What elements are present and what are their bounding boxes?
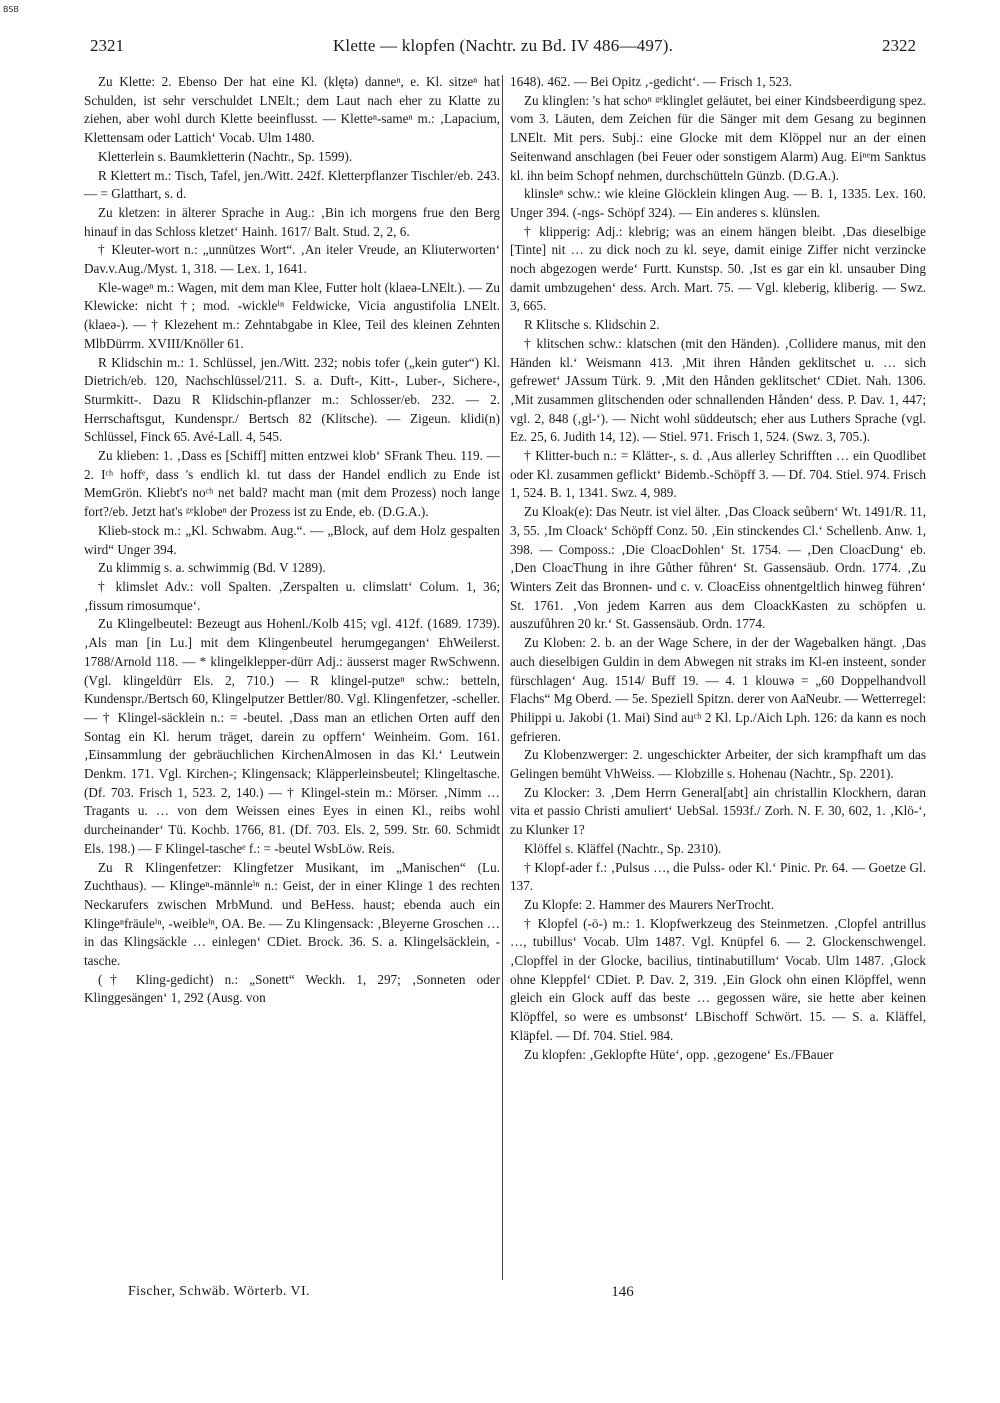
dictionary-entry: Zu kletzen: in älterer Sprache in Aug.: ‚Bin ich morgens frue den Berg hinauf in das Schloss kletzet‘ Hainh. 1617/ Balt. Stud. 2, 2, 6.: [84, 204, 500, 239]
left-page-number: 2321: [90, 36, 124, 55]
dictionary-entry: R Klidschin m.: 1. Schlüssel, jen./Witt. 232; nobis tofer („kein guter“) Kl. Dietrich/eb. 120, Nachschlüssel/211. S. a. Duft-, Kitt-, Luber-, Sichere-, Sturmkitt-. Dazu R Klidschin-pflanzer m.: Schlosser/eb. 232. — 2. Herrschaftsgut, Kundenspr./ Bertsch 82 (Klitsche). — Zigeun. klidi(n) Schlüssel, Finck 65. Avé-Lall. 4, 545.: [84, 354, 500, 445]
dictionary-entry: klinsleⁿ schw.: wie kleine Glöcklein klingen Aug. — B. 1, 1335. Lex. 160. Unger 394. (-ngs- Schöpf 324). — Ein anderes s. klünslen.: [510, 186, 926, 220]
dictionary-entry: R Klitsche s. Klidschin 2.: [524, 317, 660, 333]
dictionary-entry: Klöffel s. Kläffel (Nachtr., Sp. 2310).: [524, 840, 722, 856]
dictionary-entry: Kletterlein s. Baumkletterin (Nachtr., Sp. 1599).: [98, 148, 353, 164]
dictionary-entry: Zu Klobenzwerger: 2. ungeschickter Arbeiter, der sich krampfhaft um das Gelingen bemüht VhWeiss. — Klobzille s. Hohenau (Nachtr., Sp. 2201).: [510, 747, 926, 782]
dictionary-entry: R Klettert m.: Tisch, Tafel, jen./Witt. 242f. Kletterpflanzer Tischler/eb. 243. — = Glatthart, s. d.: [84, 167, 500, 202]
dictionary-entry: Zu Klette: 2. Ebenso Der hat eine Kl. (klętə) danneⁿ, e. Kl. sitzeⁿ hat Schulden, ist sehr verschuldet LNElt.; dem Laut nach eher zu Klatte zu ziehen, aber wohl durch Klette beeinflusst. — Kletteⁿ-sameⁿ m.: ‚Lapacium, Klettensam oder Lattich‘ Vocab. Ulm 1480.: [84, 74, 500, 146]
column-divider: [502, 75, 503, 1280]
dictionary-entry: Zu Klocker: 3. ‚Dem Herrn General[abt] ain christallin Klockhern, daran vita et passio Christi amuliert‘ UebSal. 1593f./ Zorh. N. F. 30, 602, 1. ‚Klö-‘, zu Klunker 1?: [510, 784, 926, 838]
dictionary-entry: Zu klieben: 1. ‚Dass es [Schiff] mitten entzwei klob‘ SFrank Theu. 119. — 2. Iᶜʰ hoffᵉ, dass 's endlich kl. tut dass der Handel endlich zu Ende ist MemGrön. Kliebt's noᶜʰ net bald? macht man (mit dem Prozess) noch lange fort?/eb. Jetzt hat's ᵍᵉklobeⁿ der Prozess ist zu Ende, eb. (D.G.A.).: [84, 448, 500, 520]
dictionary-entry: Zu Klingelbeutel: Bezeugt aus Hohenl./Kolb 415; vgl. 412f. (1689. 1739). ‚Als man [in Lu.] mit dem Klingenbeutel herumgegangen‘ EhWeilerst. 1788/Arnold 118. — * klingelklepper-dürr Adj.: äusserst mager RwSchwenn. (Vgl. klingeldürr Els. 2, 710.) — R klingel-putzeⁿ schw.: betteln, Kundenspr./Bertsch 60, Klingelputzer Bettler/80. Vgl. Klingenfetzer, -scheller. — † Klingel-säcklein n.: = -beutel. ‚Dass man an etlichen Orten auff den Sontag ein Kl. herum träget, darein zu opffern‘ Weinheim. Gom. 161. ‚Einsammlung der gebräuchlichen KirchenAlmosen in das Kl.‘ Leutwein Denkm. 171. Vgl. Kirchen-; Klingensack; Kläpperleinsbeutel; Klingeltasche. (Df. 703. Frisch 1, 523. 2, 140.) — † Klingel-stein m.: Mörser. ‚Nimm … Tragants u. … von dem Weissen eines Eyes in einen Kl., reibs wohl durcheinander‘ Tü. Kochb. 1766, 81. (Df. 703. Els. 2, 599. Str. 60. Schmidt Els. 198.) — F Klingel-tascheᵉ f.: = -beutel WsbLöw. Reis.: [84, 616, 500, 856]
dictionary-entry: Zu Klopfe: 2. Hammer des Maurers NerTrocht.: [524, 896, 775, 912]
library-mark: BSB: [3, 5, 19, 14]
dictionary-entry: † Klitter-buch n.: = Klätter-, s. d. ‚Aus allerley Schrifften … ein Quodlibet oder Kl. zusammen geflickt‘ Bidemb.-Schöpff 3. — Df. 704. Stiel. 974. Frisch 1, 524. B. 1, 1341. Swz. 4, 989.: [510, 448, 926, 501]
dictionary-entry: Kle-wageⁿ m.: Wagen, mit dem man Klee, Futter holt (klaeə-LNElt.). — Zu Klewicke: nicht †; mod. -wickleⁱⁿ Feldwicke, Vicia angustifolia LNElt. (klaeə-). — † Klezehent m.: Zehntabgabe in Klee, Teil des kleinen Zehnten MlbDürrm. XVIII/Knöller 61.: [84, 279, 500, 351]
dictionary-entry: † klitschen schw.: klatschen (mit den Händen). ‚Collidere manus, mit den Händen kl.‘ Weismann 413. ‚Mit ihren Hånden geklitschet u. … sich gefrewet‘ JAssum Türk. 9. ‚Mit den Hånden geklitschet‘ CDiet. Nah. 1306. ‚Mit zusammen glitschenden oder schnallenden Hånden‘ dess. P. Dav. 1, 447; vgl. 2, 848 (‚gl-‘). — Nicht wohl süddeutsch; eher aus Luthers Sprache (vgl. Ez. 25, 6. Judith 14, 12). — Stiel. 971. Frisch 1, 524. (Swz. 3, 705.).: [510, 335, 926, 445]
source-signature: Fischer, Schwäb. Wörterb. VI.: [128, 1284, 310, 1299]
dictionary-entry: † Klopf-ader f.: ‚Pulsus …, die Pulss- oder Kl.‘ Pinic. Pr. 64. — Goetze Gl. 137.: [510, 859, 926, 894]
running-title: Klette — klopfen (Nachtr. zu Bd. IV 486—497).: [332, 36, 674, 55]
dictionary-entry: Zu R Klingenfetzer: Klingfetzer Musikant, im „Manischen“ (Lu. Zuchthaus). — Klingeⁿ-männleⁱⁿ n.: Geist, der in einer Klinge 1 des rechten Neckarufers zwischen MrbMund. und BeHess. haust; ebenda auch ein Klingeⁿfräuleⁱⁿ, -weibleⁱⁿ, OA. Be. — Zu Klingensack: ‚Bleyerne Groschen … in das Klingsäckle … einlegen‘ CDiet. Brock. 36. S. a. Klingelsäcklein, -tasche.: [84, 859, 500, 969]
dictionary-entry: Zu klimmig s. a. schwimmig (Bd. V 1289).: [98, 560, 326, 576]
right-page-number: 2322: [882, 36, 916, 55]
dictionary-entry: † Klopfel (-ö-) m.: 1. Klopfwerkzeug des Steinmetzen. ‚Clopfel antrillus …, tubillus‘ Vocab. Ulm 1487. Vgl. Knüpfel 6. — 2. Glockenschwengel. ‚Clopffel in der Glocke, bacilius, tintinabutillum‘ Vocab. Ulm 1487. ‚Glock ohne Kleppfel‘ CDiet. P. Dav. 2, 319. ‚Ein Glock ohn einen Klöpffel, wenn gleich ein Glock auff das beste … gegossen wäre, sie hette aber keinen Klöpffel, so were es umbsonst‘ LBischoff Schwört. 15. — S. a. Kläffel, Kläpfel. — Df. 704. Stiel. 984.: [510, 915, 926, 1043]
dictionary-entry: Zu Kloak(e): Das Neutr. ist viel älter. ‚Das Cloack seůbern‘ Wt. 1491/R. 11, 3, 55. ‚Im Cloack‘ Schöpff Conz. 50. ‚Ein stinckendes Cl.‘ Schellenb. Anw. 1, 398. — Composs.: ‚Die CloacDohlen‘ St. 1754. — ‚Den CloacDung‘ eb. ‚Den CloacThung in ihre Gůther fůhren‘ St. Gassensäub. Ordn. 1774. ‚Zu Winters Zeit das Bronnen- und c. v. CloacEiss ohnentgeltlich hinweg führen‘ St. 1761. ‚Von jedem Karren aus dem CloackKasten zu schöpfen u. auszufůhren 20 kr.‘ St. Gassensäub. Ordn. 1774.: [510, 504, 926, 632]
dictionary-entry: Zu klinglen: 's hat schoⁿ ᵍᵉklinglet geläutet, bei einer Kindsbeerdigung spez. vom 3. Läuten, dem Zeichen für die Sänger mit dem Gesang zu beginnen LNElt. Mit pers. Subj.: eine Glocke mit dem Klöppel nur an der einen Seitenwand anschlagen (bei Feuer oder sonstigem Alarm) Aug. Eiⁿᵉm Sanktus kl. ihn beim Schopf nehmen, durchschütteln Günzb. (D.G.A.).: [510, 92, 926, 183]
sheet-number: 146: [611, 1284, 634, 1300]
dictionary-entry: † klipperig: Adj.: klebrig; was an einem hängen bleibt. ‚Das dieselbige [Tinte] nit … zu dick noch zu kl. seye, damit einige Ziffer nicht verzincke noch abgezogen werde‘ Furtt. Kunstsp. 50. ‚Ist es gar ein kl. unsauber Ding damit umbzugehen‘ dess. Arch. Mart. 75. — Vgl. kleberig, kliberig. — Swz. 3, 665.: [510, 223, 926, 314]
page-header: [90, 36, 916, 60]
dictionary-entry: († Kling-gedicht) n.: „Sonett“ Weckh. 1, 297; ‚Sonneten oder Klinggesängen‘ 1, 292 (Ausg. von: [84, 971, 500, 1006]
dictionary-entry: Zu Kloben: 2. b. an der Wage Schere, in der der Wagebalken hängt. ‚Das auch dieselbigen Guldin in dem Abwegen nit straks im Kl-en insteent, sonder fürschlagen‘ Aug. 1514/ Buff 19. — 4. 1 klouwə = „60 Doppelhandvoll Flachs“ Mg Oberd. — 5e. Speziell Spitzn. derer von AaNeubr. — Wetterregel: Philippi u. Jakobi (1. Mai) Sind auᶜʰ 2 Kl. Lp./Aich Lph. 126: da kann es noch gefrieren.: [510, 635, 926, 744]
dictionary-entry: † Kleuter-wort n.: „unnützes Wort“. ‚An iteler Vreude, an Kliuterworten‘ Dav.v.Aug./Myst. 1, 318. — Lex. 1, 1641.: [84, 242, 500, 277]
left-column: [84, 73, 500, 1273]
dictionary-entry: Klieb-stock m.: „Kl. Schwabm. Aug.“. — „Block, auf dem Holz gespalten wird“ Unger 394.: [84, 522, 500, 557]
dictionary-entry: Zu klopfen: ‚Geklopfte Hüte‘, opp. ‚gezogene‘ Es./FBauer: [524, 1046, 834, 1062]
dictionary-entry-continued: 1648). 462. — Bei Opitz ‚-gedicht‘. — Frisch 1, 523.: [510, 74, 793, 89]
right-column: [510, 73, 926, 1273]
dictionary-entry: † klimslet Adv.: voll Spalten. ‚Zerspalten u. climslatt‘ Colum. 1, 36; ‚fissum rimosumque‘.: [84, 578, 500, 613]
